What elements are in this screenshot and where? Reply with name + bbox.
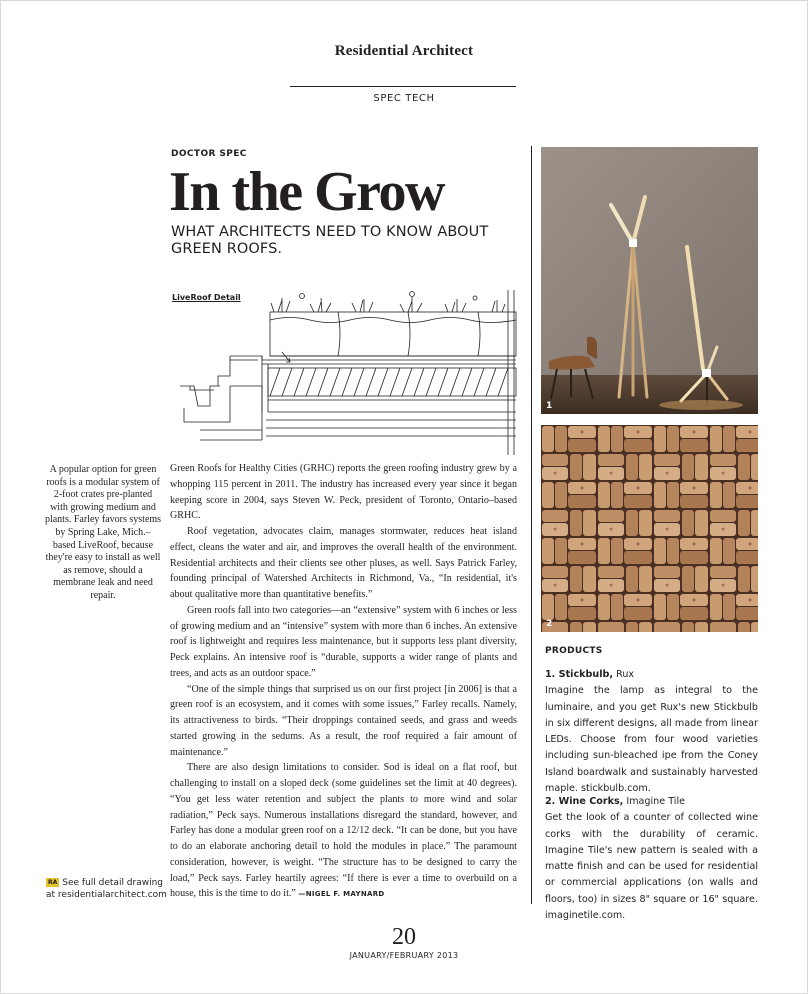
product-title bbox=[545, 794, 758, 810]
body-paragraph-text: There are also design limitations to consider. Sod is ideal on a flat roof, but challenging to install on a sloped deck (some guidelines set the limit at 40 degrees). “You get less water retention and subject the plants to more wind and solar radiation,” Peck says. Numerous installations disregard the standard, however, and Farley has done a modular green roof on a 12/12 deck. “It can be done, but you have to do an elaborate anchoring detail to hold the modules in place.” The paramount consideration, however, is weight. “The structure has to be designed to carry the load,” Peck says. Farley heartily agrees: “If there is ever a time to overbuild on a house, this is the time to do it.” bbox=[170, 762, 517, 900]
article-deck: WHAT ARCHITECTS NEED TO KNOW ABOUT GREEN ROOFS. bbox=[171, 224, 489, 257]
product-maker: Rux bbox=[616, 669, 635, 680]
masthead-rule bbox=[290, 86, 516, 87]
article-kicker: DOCTOR SPEC bbox=[171, 149, 247, 159]
product-name: 2. Wine Corks, bbox=[545, 796, 624, 807]
photo-number: 2 bbox=[546, 619, 553, 629]
online-note bbox=[46, 877, 170, 901]
column-divider bbox=[531, 146, 532, 904]
stickbulb-photo bbox=[541, 147, 758, 414]
publication-title: Residential Architect bbox=[334, 43, 474, 59]
drawing-label: LiveRoof Detail bbox=[172, 293, 241, 302]
body-paragraph: Green roofs fall into two categories—an “extensive” system with 6 inches or less of growing medium and an “intensive” system with more than 6 inches. An extensive roof is lightweight and requires less maintenance, but it supports less plant diversity, Peck explains. An intensive roof is “durable, supports a wider range of plants and trees, and acts as an outdoor space.” bbox=[170, 604, 517, 679]
product-maker: Imagine Tile bbox=[626, 796, 686, 807]
section-label: SPEC TECH bbox=[373, 93, 435, 104]
product-wine-corks bbox=[545, 794, 758, 924]
drawing-caption: A popular option for green roofs is a modular system of 2-foot crates pre-planted with growing medium and plants. Farley favors systems by Spring Lake, Mich.–based LiveRoof, because they're easy to install as well as remove, should a membrane leak and need repair. bbox=[44, 464, 162, 601]
ra-badge-icon: RA bbox=[48, 879, 58, 886]
body-paragraph: “One of the simple things that surprised us on our first project [in 2006] is that a green roof is an ecosystem, and it comes with some issues,” Farley recalls. Namely, its attractiveness to birds. “Their droppings contained seeds, and grass and weeds started growing in the sedums. As a result, the roof required a fair amount of maintenance.” bbox=[170, 683, 517, 758]
product-description: Imagine the lamp as integral to the luminaire, and you get Rux's new Stickbulb in six different designs, all made from linear LEDs. Choose from four wood varieties including sun-bleached ipe from the Coney Island boardwalk and sustainably harvested maple. stickbulb.com. bbox=[545, 685, 758, 795]
plant-tufts bbox=[271, 292, 505, 313]
product-description: Get the look of a counter of collected wine corks with the durability of ceramic. Imagine Tile's new pattern is sealed with a matte finish and can be used for residential or commercial applications (on walls and floors, too) in sizes 8" square or 16" square. imaginetile.com. bbox=[545, 812, 758, 922]
photo-number: 1 bbox=[546, 401, 553, 411]
stickbulb-illustration bbox=[541, 147, 758, 414]
liveroof-detail-drawing bbox=[170, 290, 526, 455]
body-paragraph-last bbox=[170, 760, 517, 903]
body-paragraph: Green Roofs for Healthy Cities (GRHC) reports the green roofing industry grew by a whopping 115 percent in 2011. The industry has increased every year since it began keeping score in 2004, says Steven W. Peck, president of Toronto, Ontario–based GRHC. bbox=[170, 463, 517, 522]
product-stickbulb bbox=[545, 667, 758, 797]
wine-cork-photo bbox=[541, 425, 758, 632]
byline: —NIGEL F. MAYNARD bbox=[298, 890, 385, 899]
wine-cork-illustration bbox=[541, 425, 758, 632]
product-name: 1. Stickbulb, bbox=[545, 669, 614, 680]
products-label: PRODUCTS bbox=[545, 646, 603, 656]
article-body bbox=[170, 461, 517, 903]
article-headline: In the Grow bbox=[169, 161, 444, 223]
product-title bbox=[545, 667, 758, 683]
online-note-text[interactable]: See full detail drawing at residentialarchitect.com bbox=[46, 878, 167, 900]
body-paragraph: Roof vegetation, advocates claim, manages stormwater, reduces heat island effect, cleans the water and air, and improves the overall health of the environment. Residential architects and their clients see other pluses, as well. Says Patrick Farley, founding principal of Watershed Architects in Richmond, Va., “In residential, it's about qualitative more than quantitative benefits.” bbox=[170, 526, 517, 600]
page-number: 20 bbox=[392, 924, 416, 950]
issue-date: JANUARY/FEBRUARY 2013 bbox=[349, 951, 459, 960]
